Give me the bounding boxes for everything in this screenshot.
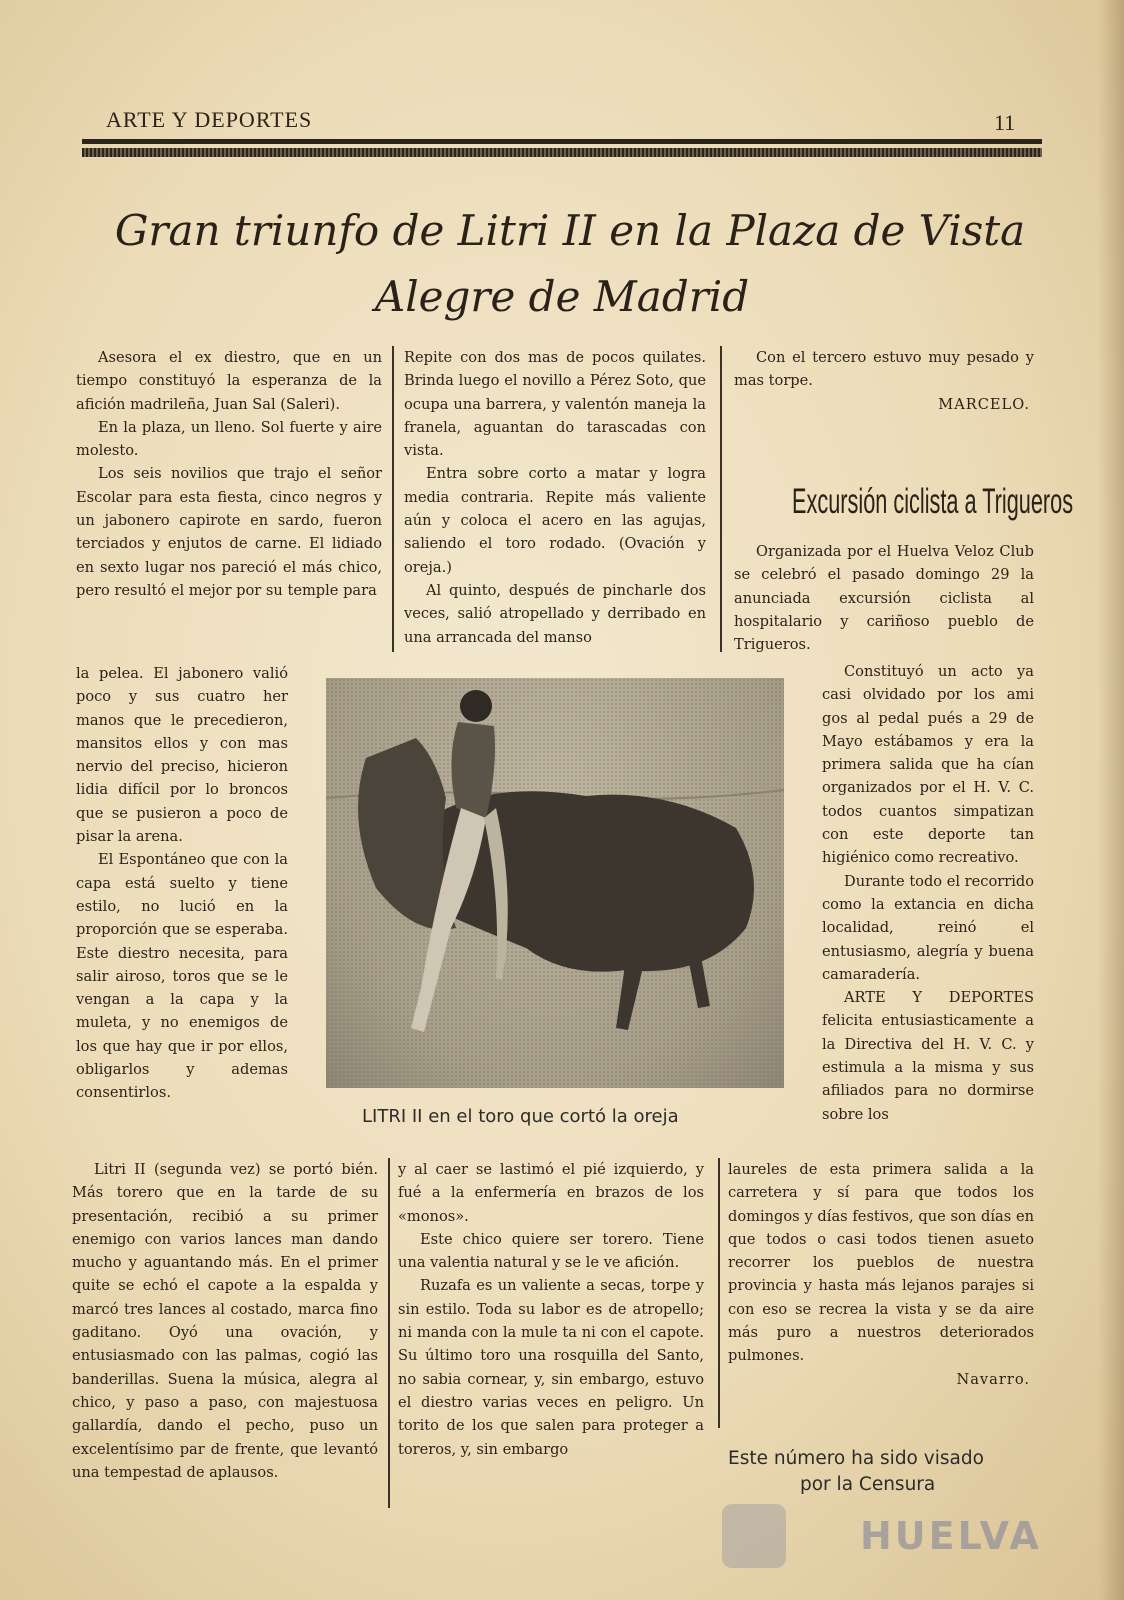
paragraph: Entra sobre corto a matar y logra media contraria. Repite más valiente aún y coloca el acero en las agujas, saliendo el toro rodado. (Ovación y oreja.)	[404, 465, 706, 576]
page-number: 11	[994, 110, 1016, 135]
censorship-line2: por la Censura	[800, 1474, 936, 1495]
column-divider	[718, 1158, 720, 1428]
column-divider	[392, 346, 394, 652]
censorship-notice	[728, 1446, 1040, 1498]
page-edge-shadow	[1098, 0, 1124, 1600]
paragraph: la pelea. El jabonero valió poco y sus cuatro her manos que le precedieron, mansitos ellos y con mas nervio del preciso, hicieron lidia difícil por lo broncos que se pusieron a poco de pisar la arena.	[76, 665, 288, 846]
column-1-middle	[76, 662, 288, 1105]
paragraph: ARTE Y DEPORTES felicita entusiasticamente a la Directiva del H. V. C. y estimula a la misma y sus afiliados para no dormirse sobre los	[822, 989, 1034, 1123]
column-3-top	[734, 346, 1034, 416]
header-rule	[82, 139, 1042, 144]
paragraph: Asesora el ex diestro, que en un tiempo constituyó la esperanza de la afición madrileña, Juan Sal (Saleri).	[76, 349, 382, 413]
column-3-article2-middle	[822, 660, 1034, 1126]
paragraph: Ruzafa es un valiente a secas, torpe y sin estilo. Toda su labor es de atropello; ni manda con la mule ta ni con el capote. Su último toro una rosquilla del Santo, no sabia cornear, y, sin embargo, estuvo el diestro varias veces en peligro. Un torito de los que salen para proteger a toreros, y, sin embargo	[398, 1277, 704, 1458]
column-divider	[388, 1158, 390, 1508]
article-signature: MARCELO.	[938, 395, 1030, 413]
bullfight-photo-drawing	[326, 678, 784, 1088]
paragraph: Constituyó un acto ya casi olvidado por los ami gos al pedal pués a 29 de Mayo estábamos y era la primera salida que ha cían organizados por el H. V. C. todos cuantos simpatizan con este deporte tan higiénico como recreativo.	[822, 663, 1034, 867]
paragraph: Repite con dos mas de pocos quilates. Brinda luego el novillo a Pérez Soto, que ocupa una barrera, y valentón maneja la franela, aguantan do tarascadas con vista.	[404, 349, 706, 460]
paragraph: Litri II (segunda vez) se portó bién. Más torero que en la tarde de su presentación, recibió a su primer enemigo con varios lances man dando mucho y aguantando más. En el primer quite se echó el capote a la espalda y marcó tres lances al costado, marca fino gaditano. Oyó una ovación, y entusiasmado con las palmas, cogió las banderillas. Suena la música, alegra al chico, y paso a paso, con majestuosa gallardía, dando el pecho, puso un excelentísimo par de frente, que levantó una tempestad de aplausos.	[72, 1161, 378, 1481]
column-1-bottom	[72, 1158, 378, 1484]
paragraph: Los seis novilios que trajo el señor Escolar para esta fiesta, cinco negros y un jabonero capirote en sardo, fueron terciados y enjutos de carne. El lidiado en sexto lugar nos pareció el más chico, pero resultó el mejor por su temple para	[76, 465, 382, 599]
column-2-top	[404, 346, 706, 649]
article-2-title: Excursión ciclista a Trigueros	[792, 482, 1074, 521]
article-signature: Navarro.	[956, 1370, 1030, 1388]
paragraph: En la plaza, un lleno. Sol fuerte y aire molesto.	[76, 418, 382, 460]
column-3-article2-bottom	[728, 1158, 1034, 1391]
column-2-bottom	[398, 1158, 704, 1461]
paragraph: y al caer se lastimó el pié izquierdo, y fué a la enfermería en brazos de los «monos».	[398, 1161, 704, 1225]
header-rule-hatched	[82, 148, 1042, 157]
censorship-line1: Este número ha sido visado	[728, 1448, 984, 1469]
article-title-line1: Gran triunfo de Litri II en la Plaza de Vista	[114, 206, 1026, 255]
photo-caption: LITRI II en el toro que cortó la oreja	[362, 1106, 679, 1127]
paragraph: Durante todo el recorrido como la extancia en dicha localidad, reinó el entusiasmo, alegría y buena camaradería.	[822, 872, 1034, 983]
section-header: ARTE Y DEPORTES	[106, 107, 313, 132]
column-divider	[720, 346, 722, 652]
column-1-top	[76, 346, 382, 602]
paragraph: Organizada por el Huelva Veloz Club se celebró el pasado domingo 29 la anunciada excursión ciclista al hospitalario y cariñoso pueblo de Trigueros.	[734, 543, 1034, 654]
article-title-line2: Alegre de Madrid	[374, 272, 750, 321]
paragraph: laureles de esta primera salida a la carretera y sí para que todos los domingos y días festivos, que son días en que todos o casi todos tienen asueto recorrer los pueblos de nuestra provincia y hasta más lejanos parajes si con eso se recrea la vista y se da aire más puro a nuestros deteriorados pulmones.	[728, 1161, 1034, 1365]
paragraph: Este chico quiere ser torero. Tiene una valentia natural y se le ve afición.	[398, 1230, 704, 1272]
paragraph: Al quinto, después de pincharle dos veces, salió atropellado y derribado en una arrancada del manso	[404, 581, 706, 646]
paragraph: Con el tercero estuvo muy pesado y mas torpe.	[734, 349, 1034, 390]
bullfight-photo	[326, 678, 784, 1088]
archive-watermark-text: HUELVA	[860, 1514, 1042, 1558]
paragraph: El Espontáneo que con la capa está suelto y tiene estilo, no lució en la proporción que se esperaba. Este diestro necesita, para salir airoso, toros que se le vengan a la capa y la muleta, y no enemigos de los que hay que ir por ellos, obligarlos y ademas consentirlos.	[76, 851, 288, 1102]
column-3-article2-top	[734, 540, 1034, 656]
